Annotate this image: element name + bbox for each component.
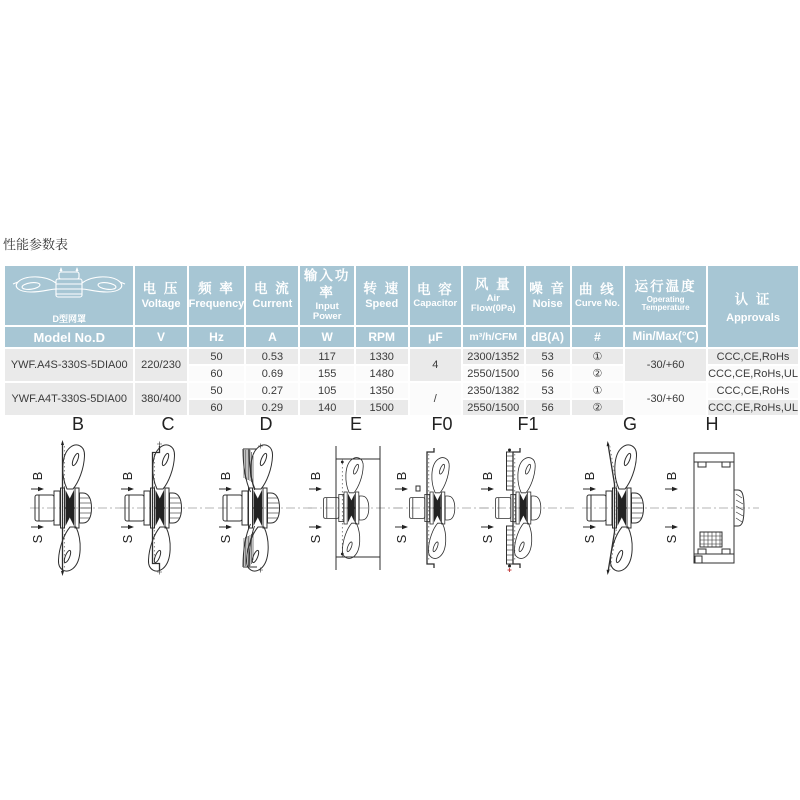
curve-cell: ② bbox=[572, 366, 623, 381]
current-cell: 0.69 bbox=[246, 366, 298, 381]
power-cell: 140 bbox=[300, 400, 353, 415]
svg-text:B: B bbox=[582, 471, 597, 481]
noise-cell: 53 bbox=[526, 349, 570, 364]
noise-cell: 56 bbox=[526, 366, 570, 381]
svg-text:B: B bbox=[218, 471, 233, 481]
fan-side-view-icon bbox=[216, 438, 316, 578]
grille-image-cell bbox=[5, 266, 133, 325]
hz-cell: 50 bbox=[189, 349, 245, 364]
approvals-cell: CCC,CE,RoHs bbox=[708, 349, 798, 364]
mount-drawing-B bbox=[28, 412, 128, 578]
unit-capacitor: μF bbox=[410, 327, 461, 347]
mount-drawing-C bbox=[118, 412, 218, 578]
page-title: 性能参数表 bbox=[3, 237, 69, 252]
model-cell: YWF.A4T-330S-5DIA00 bbox=[5, 383, 133, 415]
fan-rear-view-icon bbox=[662, 438, 762, 578]
flow-cell: 2550/1500 bbox=[463, 400, 523, 415]
col-current: 电 流 Current bbox=[246, 266, 298, 325]
fan-side-view-icon bbox=[392, 438, 492, 578]
svg-text:S: S bbox=[480, 534, 495, 544]
unit-air-flow: m³/h/CFM bbox=[463, 327, 523, 347]
grille-label: D型网罩 bbox=[52, 314, 86, 324]
svg-text:B: B bbox=[30, 471, 45, 481]
capacitor-cell: 4 bbox=[410, 349, 461, 381]
unit-curve: # bbox=[572, 327, 623, 347]
drawing-label: B bbox=[71, 414, 84, 434]
mount-drawing-E bbox=[306, 412, 406, 578]
svg-text:S: S bbox=[30, 534, 45, 544]
hz-cell: 50 bbox=[189, 383, 245, 398]
header-row bbox=[5, 266, 798, 325]
svg-text:B: B bbox=[120, 471, 135, 481]
unit-temp: Min/Max(°C) bbox=[625, 327, 706, 347]
flow-cell: 2350/1382 bbox=[463, 383, 523, 398]
drawing-label: F1 bbox=[517, 414, 539, 434]
unit-row bbox=[5, 327, 798, 347]
table-row bbox=[5, 383, 798, 398]
voltage-cell: 220/230 bbox=[135, 349, 186, 381]
rpm-cell: 1500 bbox=[356, 400, 408, 415]
mount-drawing-F0 bbox=[392, 412, 492, 578]
rpm-cell: 1350 bbox=[356, 383, 408, 398]
unit-frequency: Hz bbox=[189, 327, 245, 347]
temp-cell: -30/+60 bbox=[625, 383, 706, 415]
noise-cell: 56 bbox=[526, 400, 570, 415]
voltage-cell: 380/400 bbox=[135, 383, 186, 415]
col-operating-temp: 运行温度 Operating Temperature bbox=[625, 266, 706, 325]
current-cell: 0.29 bbox=[246, 400, 298, 415]
svg-text:S: S bbox=[120, 534, 135, 544]
svg-text:B: B bbox=[664, 471, 679, 481]
col-air-flow: 风 量 Air Flow(0Pa) bbox=[463, 266, 523, 325]
curve-cell: ① bbox=[572, 383, 623, 398]
rpm-cell: 1330 bbox=[356, 349, 408, 364]
svg-text:S: S bbox=[308, 534, 323, 544]
model-cell: YWF.A4S-330S-5DIA00 bbox=[5, 349, 133, 381]
rpm-cell: 1480 bbox=[356, 366, 408, 381]
current-cell: 0.53 bbox=[246, 349, 298, 364]
col-noise: 噪 音 Noise bbox=[526, 266, 570, 325]
capacitor-cell: / bbox=[410, 383, 461, 415]
col-voltage: 电 压 Voltage bbox=[135, 266, 186, 325]
svg-text:B: B bbox=[308, 471, 323, 481]
noise-cell: 53 bbox=[526, 383, 570, 398]
hz-cell: 60 bbox=[189, 400, 245, 415]
drawing-label: D bbox=[259, 414, 273, 434]
fan-side-view-icon bbox=[478, 438, 578, 578]
col-frequency: 频 率 Frequency bbox=[189, 266, 245, 325]
temp-cell: -30/+60 bbox=[625, 349, 706, 381]
unit-voltage: V bbox=[135, 327, 186, 347]
drawing-label: H bbox=[705, 414, 719, 434]
col-approvals: 认 证 Approvals bbox=[708, 266, 798, 347]
hz-cell: 60 bbox=[189, 366, 245, 381]
current-cell: 0.27 bbox=[246, 383, 298, 398]
svg-text:B: B bbox=[394, 471, 409, 481]
unit-input-power: W bbox=[300, 327, 353, 347]
spec-table bbox=[3, 264, 800, 417]
svg-text:S: S bbox=[218, 534, 233, 544]
svg-text:B: B bbox=[480, 471, 495, 481]
table-row bbox=[5, 349, 798, 364]
mount-drawing-D bbox=[216, 412, 316, 578]
fan-side-view-icon bbox=[28, 438, 128, 578]
col-input-power: 输入功率 Input Power bbox=[300, 266, 353, 325]
power-cell: 117 bbox=[300, 349, 353, 364]
fan-side-view-icon bbox=[306, 438, 406, 578]
svg-text:S: S bbox=[664, 534, 679, 544]
curve-cell: ② bbox=[572, 400, 623, 415]
flow-cell: 2550/1500 bbox=[463, 366, 523, 381]
approvals-cell: CCC,CE,RoHs,UL bbox=[708, 367, 798, 380]
flow-cell: 2300/1352 bbox=[463, 349, 523, 364]
svg-text:S: S bbox=[582, 534, 597, 544]
fan-side-view-icon bbox=[118, 438, 218, 578]
svg-text:S: S bbox=[394, 534, 409, 544]
unit-noise: dB(A) bbox=[526, 327, 570, 347]
col-speed: 转 速 Speed bbox=[356, 266, 408, 325]
mount-drawing-H bbox=[662, 412, 762, 578]
col-capacitor: 电 容 Capacitor bbox=[410, 266, 461, 325]
drawing-label: G bbox=[622, 414, 637, 434]
col-curve: 曲 线 Curve No. bbox=[572, 266, 623, 325]
fan-grille-icon bbox=[9, 266, 129, 306]
unit-speed: RPM bbox=[356, 327, 408, 347]
drawing-label: F0 bbox=[431, 414, 453, 434]
unit-model: Model No.D bbox=[5, 327, 133, 347]
power-cell: 155 bbox=[300, 366, 353, 381]
power-cell: 105 bbox=[300, 383, 353, 398]
drawing-label: E bbox=[349, 414, 362, 434]
approvals-cell: CCC,CE,RoHs bbox=[708, 383, 798, 398]
drawing-label: C bbox=[161, 414, 175, 434]
mount-drawing-F1 bbox=[478, 412, 578, 578]
approvals-cell: CCC,CE,RoHs,UL bbox=[708, 401, 798, 414]
curve-cell: ① bbox=[572, 349, 623, 364]
unit-current: A bbox=[246, 327, 298, 347]
